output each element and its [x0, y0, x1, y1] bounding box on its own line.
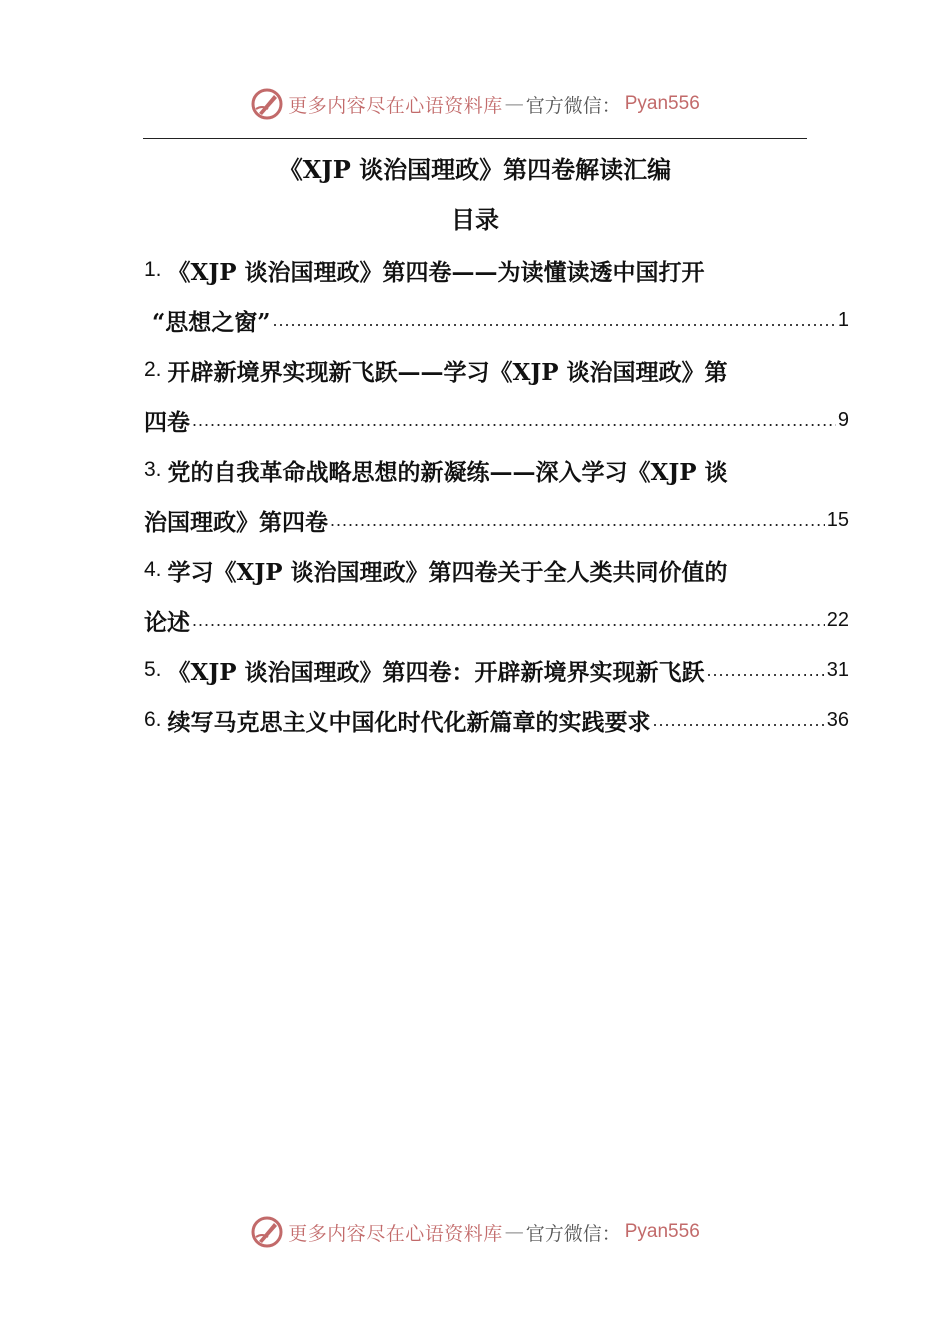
document-title: 《XJP 谈治国理政》第四卷解读汇编 — [278, 155, 672, 184]
toc-entry-2-line2[interactable] — [144, 395, 849, 445]
toc-leader-dots — [653, 710, 825, 731]
toc-entry-number: 4. — [144, 558, 162, 581]
toc-entry-number: 3. — [144, 458, 162, 481]
banner-wechat-id: Pyan556 — [624, 93, 700, 114]
toc-entry-title: 《XJP 谈治国理政》第四卷：开辟新境界实现新飞跃 — [167, 658, 705, 686]
toc-page-number: 31 — [826, 658, 849, 681]
footer-banner — [0, 1212, 950, 1252]
toc-entry-6[interactable] — [144, 695, 849, 745]
toc-leader-dots — [330, 510, 825, 531]
toc-leader-dots — [192, 410, 836, 431]
pen-logo-icon — [250, 1215, 284, 1249]
toc-entry-2-line1[interactable] — [144, 345, 849, 395]
toc-page-number: 9 — [837, 408, 849, 431]
toc-entry-1-line1[interactable] — [144, 245, 849, 295]
banner-wechat-label: 官方微信： — [525, 94, 621, 117]
toc-leader-dots — [707, 660, 825, 681]
banner-wechat-id: Pyan556 — [624, 1221, 700, 1242]
toc-page-number: 1 — [837, 308, 849, 331]
table-of-contents — [144, 245, 849, 745]
toc-entry-4-line1[interactable] — [144, 545, 849, 595]
toc-entry-number: 1. — [144, 258, 162, 281]
toc-entry-title: 续写马克思主义中国化时代化新篇章的实践要求 — [167, 708, 651, 736]
toc-entry-3-line1[interactable] — [144, 445, 849, 495]
toc-entry-number: 6. — [144, 708, 162, 731]
banner-separator: — — [504, 93, 524, 115]
toc-entry-4-line2[interactable] — [144, 595, 849, 645]
banner-text: 更多内容尽在心语资料库 — [288, 1222, 503, 1245]
toc-page-number: 15 — [826, 508, 849, 531]
toc-entry-title-cont: “思想之窗” — [152, 308, 271, 336]
toc-leader-dots — [272, 310, 835, 331]
toc-entry-number: 2. — [144, 358, 162, 381]
toc-entry-3-line2[interactable] — [144, 495, 849, 545]
toc-page-number: 36 — [826, 708, 849, 731]
header-banner — [0, 84, 950, 124]
toc-entry-title-cont: 治国理政》第四卷 — [144, 508, 328, 536]
toc-entry-number: 5. — [144, 658, 162, 681]
toc-entry-title-cont: 论述 — [144, 608, 190, 636]
banner-text: 更多内容尽在心语资料库 — [288, 94, 503, 117]
banner-wechat-label: 官方微信： — [525, 1222, 621, 1245]
toc-leader-dots — [192, 610, 825, 631]
toc-entry-title: 党的自我革命战略思想的新凝练——深入学习《XJP 谈 — [167, 458, 728, 486]
toc-entry-title-cont: 四卷 — [144, 408, 190, 436]
pen-logo-icon — [250, 87, 284, 121]
toc-entry-title: 开辟新境界实现新飞跃——学习《XJP 谈治国理政》第 — [167, 358, 728, 386]
toc-entry-1-line2[interactable] — [144, 295, 849, 345]
toc-entry-5[interactable] — [144, 645, 849, 695]
toc-page-number: 22 — [826, 608, 849, 631]
header-rule — [143, 138, 807, 139]
toc-entry-title: 学习《XJP 谈治国理政》第四卷关于全人类共同价值的 — [167, 558, 728, 586]
toc-heading: 目录 — [451, 205, 499, 234]
banner-separator: — — [504, 1221, 524, 1243]
toc-entry-title: 《XJP 谈治国理政》第四卷——为读懂读透中国打开 — [167, 258, 705, 286]
